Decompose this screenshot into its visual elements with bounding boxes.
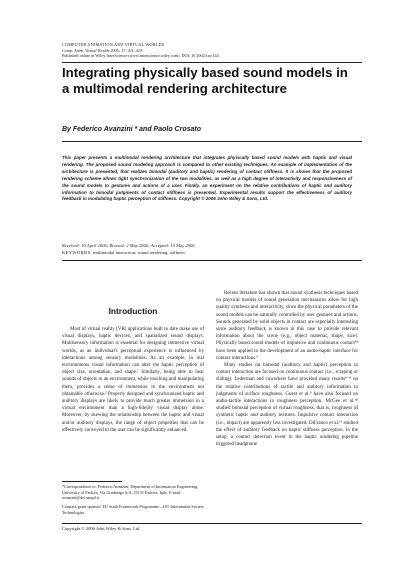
grant-footnote: Contract/grant sponsor: EU Sixth Framework Programme—IST Information Society Technologies. (62, 504, 204, 515)
journal-name: COMPUTER ANIMATION AND VIRTUAL WORLDS (62, 42, 165, 47)
intro-paragraph: Most of virtual reality (VR) applications built to date make use of visual displays, haptic devices, and spatialized sound displays. Multisensory information is essential for designing immersive virtual worlds, as an individual's perceptual experience is influenced by interactions among sensory modalities. As an example, in real environments visual information can alter the haptic perception of object size, orientation, and shape.¹ Similarly, being able to hear sounds of objects in an environment, while touching and manipulating them, provides a sense of immersion in the environment not obtainable otherwise.² Properly designed and synchronized haptic and auditory displays are likely to provide much greater immersion in a virtual environment than a high-fidelity visual display alone. Moreover, by skewing the relationship between the haptic and visual and/or auditory displays, the range of object properties that can be effectively conveyed to the user can be significantly enhanced. (62, 327, 204, 433)
body-paragraph: Recent literature has shown that sound synthesis techniques based on physical models of sound generation mechanisms allow for high quality synthesis and interactivity, since the physical parameters of the sound models can be naturally controlled by user gestures and actions. Sounds generated by solid objects in contact are especially interesting since auditory feedback is known in this case to provide relevant information about the scene (e.g., object material, shape, size). Physically based sound models of impulsive and continuous contact³⁴ have been applied to the development of an audio-haptic interface for contact interactions.⁵ (216, 291, 358, 361)
footnote-rule (62, 481, 122, 482)
keywords-rule (62, 260, 362, 261)
paper-title: Integrating physically based sound models in a multimodal rendering architecture (62, 65, 348, 96)
abstract: This paper presents a multimodal rendering architecture that integrates physically based sound models with haptic and visual rendering. The proposed sound modeling approach is compared to other existing techniques. An example of implementation of the architecture is presented, that realizes bimodal (auditory and haptic) rendering of contact stiffness. It is shown that the proposed rendering scheme allows tight synchronization of the two modalities, as well as a high degree of interactivity and responsiveness of the sound models to gestures and actions of a user. Finally, an experiment on the relative contributions of haptic and auditory information to bimodal judgments of contact stiffness is presented. Experimental results support the effectiveness of auditory feedback in modulating haptic perception of stiffness. Copyright © 2006 John Wiley & Sons, Ltd. (62, 155, 352, 202)
right-column (216, 290, 358, 448)
body-paragraph: Many studies on bimodal (auditory and haptic) perception in contact interaction are focused on continuous contact (i.e., scraping or sliding). Lederman and coworkers have provided many results⁶⁻⁸ on the relative contributions of tactile and auditory information to judgments of surface roughness. Guest et al.⁹ have also focused on audio-tactile interactions in roughness perception. McGee et al.¹⁰ studied bimodal perception of virtual roughness, that is, roughness of synthetic haptic and auditory textures. Impulsive contact interaction (i.e., impact) are apparently less investigated. DiFranco et al.¹¹ studied the effect of auditory feedback on haptic stiffness perception. In the setup, a contact detection event in the haptic rendering pipeline triggered headphone (216, 363, 358, 448)
left-column (62, 306, 204, 434)
citation-line: Comp. Anim. Virtual Worlds 2006; 17: 411–419 (62, 47, 143, 53)
footer-rule (62, 523, 362, 524)
section-heading-introduction: Introduction (108, 306, 158, 316)
journal-header (62, 42, 352, 59)
keywords-text: multimodal interaction; sound rendering; stiffness (93, 250, 185, 255)
correspondence-footnote: *Correspondence to: Federico Avanzini, Department of Information Engineering, University of Padova, Via Gradenigo 6/A, 35131 Padova, Italy. E-mail: avanzini@dei.unipd.it (62, 484, 199, 501)
footnotes (62, 484, 204, 519)
received-dates: Received: 10 April 2006; Revised: 2 May 2006; Accepted: 10 May 2006 (62, 243, 195, 248)
header-rule (62, 62, 362, 63)
keywords (62, 250, 352, 256)
title-rule (62, 141, 362, 142)
published-line: Published online in Wiley InterScience (www.interscience.wiley.com). DOI: 10.1002/cav.144 (62, 53, 219, 59)
authors: By Federico Avanzini * and Paolo Crosato (62, 126, 201, 133)
keywords-label: KEYWORDS: (62, 250, 93, 255)
copyright-footer: Copyright © 2006 John Wiley & Sons, Ltd. (62, 526, 141, 531)
